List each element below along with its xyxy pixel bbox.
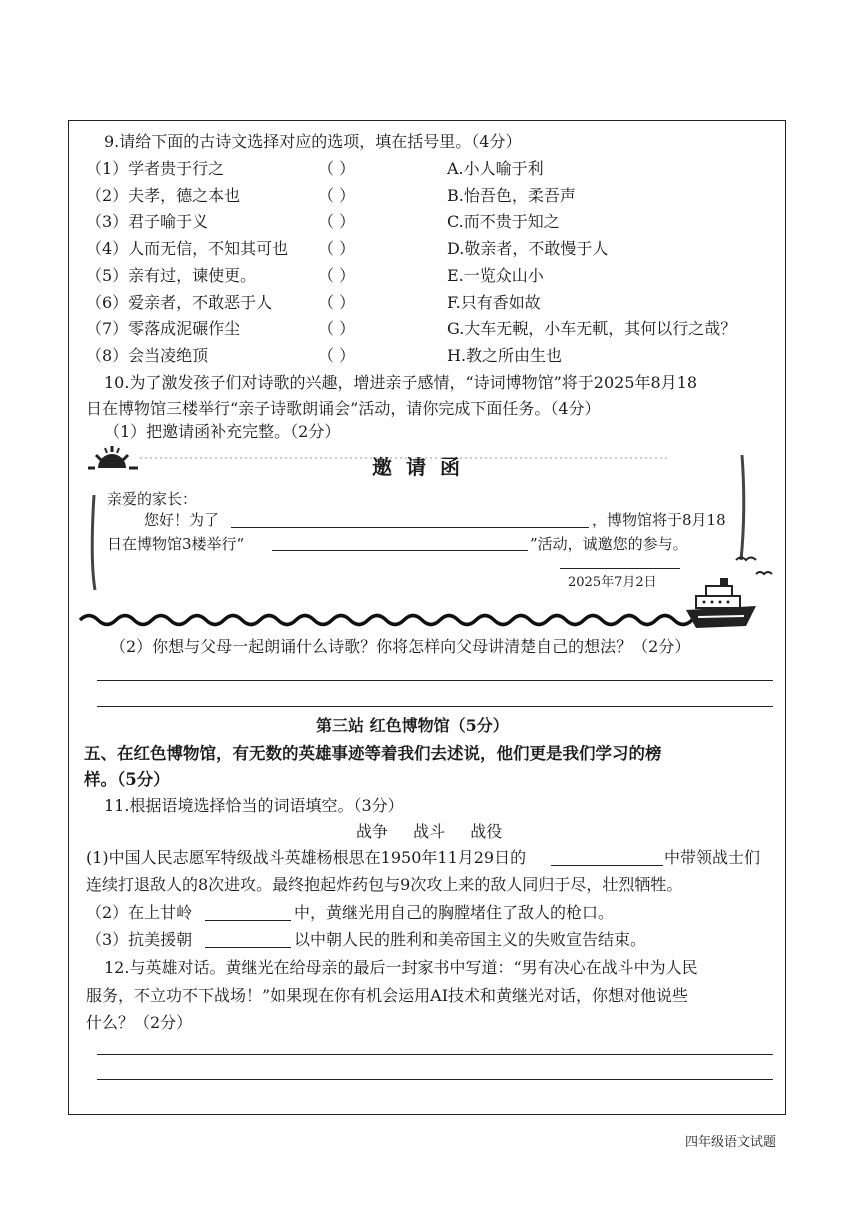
q9-item: （4）人而无信，不知其可也 <box>86 239 289 258</box>
section5-line1: 五、在红色博物馆，有无数的英雄事迹等着我们去述说，他们更是我们学习的榜 <box>84 744 662 763</box>
q9-option: H.教之所由生也 <box>447 346 563 365</box>
invitation-body-a: 您好！为了 <box>144 511 220 529</box>
q11-word-bank <box>346 822 512 842</box>
sun-icon <box>88 446 138 468</box>
station3-heading: 第三站 红色博物馆（5分） <box>316 716 509 735</box>
q12-line3: 什么？（2分） <box>86 1013 193 1032</box>
q9-option: C.而不贵于知之 <box>447 212 560 231</box>
answer-paren[interactable]: （ ） <box>318 186 356 205</box>
invitation-purpose-blank[interactable] <box>231 527 589 528</box>
q11-item2-a: （2）在上甘岭 <box>86 903 193 922</box>
q9-item: （8）会当凌绝顶 <box>86 346 209 365</box>
q11-item1-b: 中带领战士们 <box>664 848 761 867</box>
q10-line2: 日在博物馆三楼举行“亲子诗歌朗诵会”活动，请你完成下面任务。（4分） <box>86 399 601 418</box>
page-footer: 四年级语文试题 <box>684 1135 776 1150</box>
answer-paren[interactable]: （ ） <box>318 212 356 231</box>
q9-option: A.小人喻于利 <box>447 159 544 178</box>
invitation-title: 邀请函 <box>372 455 474 479</box>
q9-item: （5）亲有过，谏使更。 <box>86 266 257 285</box>
q9-item: （3）君子喻于义 <box>86 212 209 231</box>
answer-paren[interactable]: （ ） <box>318 239 356 258</box>
q9-option: B.怡吾色，柔吾声 <box>447 186 576 205</box>
q9-option: E.一览众山小 <box>447 266 544 285</box>
q11-blank-3[interactable] <box>205 947 291 948</box>
q9-option: D.敬亲者，不敢慢于人 <box>447 239 609 258</box>
q12-line1: 12.与英雄对话。黄继光在给母亲的最后一封家书中写道：“男有决心在战斗中为人民 <box>104 958 698 977</box>
invitation-activity-blank[interactable] <box>272 550 528 551</box>
q11-item1-a: (1)中国人民志愿军特级战斗英雄杨根思在1950年11月29日的 <box>86 848 527 867</box>
q11-blank-2[interactable] <box>205 920 291 921</box>
q9-title: 9.请给下面的古诗文选择对应的选项，填在括号里。（4分） <box>104 132 522 151</box>
q11-item3-b: 以中朝人民的胜利和美帝国主义的失败宣告结束。 <box>294 930 647 949</box>
q11-item2-b: 中，黄继光用自己的胸膛堵住了敌人的枪口。 <box>294 903 615 922</box>
section5-line2: 样。（5分） <box>84 770 170 789</box>
q9-item: （1）学者贵于行之 <box>86 159 225 178</box>
q11-item3-a: （3）抗美援朝 <box>86 930 193 949</box>
q9-option: F.只有香如故 <box>447 293 541 312</box>
q9-item: （6）爱亲者，不敢恶于人 <box>86 293 273 312</box>
invitation-body-b: ，博物馆将于8月18 <box>592 511 726 529</box>
q10-line1: 10.为了激发孩子们对诗歌的兴趣，增进亲子感情，“诗词博物馆”将于2025年8月18 <box>104 373 698 392</box>
answer-paren[interactable]: （ ） <box>318 266 356 285</box>
q9-item: （7）零落成泥碾作尘 <box>86 319 241 338</box>
word-option: 战争 <box>356 822 389 841</box>
q11-blank-1[interactable] <box>551 865 663 866</box>
q11-title: 11.根据语境选择恰当的词语填空。（3分） <box>104 796 404 815</box>
answer-paren[interactable]: （ ） <box>318 319 356 338</box>
answer-paren[interactable]: （ ） <box>318 346 356 365</box>
invitation-body-d: ”活动，诚邀您的参与。 <box>530 535 688 553</box>
invitation-greeting: 亲爱的家长： <box>107 490 198 508</box>
invitation-signature-blank[interactable] <box>560 568 680 569</box>
word-option: 战斗 <box>413 822 446 841</box>
answer-line[interactable] <box>97 680 773 681</box>
invitation-body-c: 日在博物馆3楼举行“ <box>107 535 245 553</box>
answer-paren[interactable]: （ ） <box>318 159 356 178</box>
q10-sub2: （2）你想与父母一起朗诵什么诗歌？你将怎样向父母讲清楚自己的想法？（2分） <box>110 637 691 656</box>
q12-line2: 服务，不立功不下战场！”如果现在你有机会运用AI技术和黄继光对话，你想对他说些 <box>86 986 689 1005</box>
q11-item1-c: 连续打退敌人的8次进攻。最终抱起炸药包与9次攻上来的敌人同归于尽，壮烈牺牲。 <box>86 875 683 894</box>
q10-sub1: （1）把邀请函补充完整。（2分） <box>104 422 341 441</box>
invitation-date: 2025年7月2日 <box>568 575 657 590</box>
q9-option: G.大车无輗，小车无軏，其何以行之哉？ <box>447 319 737 338</box>
answer-line[interactable] <box>97 1054 773 1055</box>
q9-item: （2）夫孝，德之本也 <box>86 186 241 205</box>
word-option: 战役 <box>470 822 503 841</box>
answer-line[interactable] <box>97 1079 773 1080</box>
ship-icon <box>686 578 756 628</box>
answer-line[interactable] <box>97 706 773 707</box>
answer-paren[interactable]: （ ） <box>318 293 356 312</box>
